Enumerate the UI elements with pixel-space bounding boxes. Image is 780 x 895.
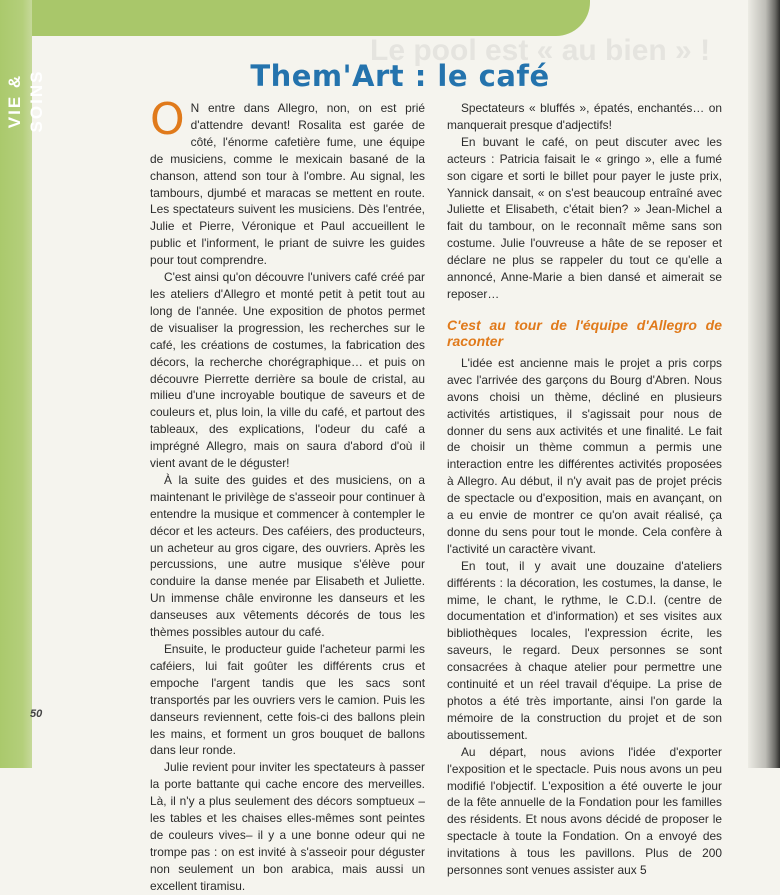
paragraph: En tout, il y avait une douzaine d'ateliers différents : la décoration, les costumes, la danse, le mime, le chant, le rythme, le C.D.I. (centre de documentation et d'information) et ses visites aux bibliothèques locales, l'expression écrite, les saveurs, le regard. Deux personnes se sont consacrées à chaque atelier pour permettre une continuité et un réel travail d'équipe. La prise de photos a été très importante, ainsi l'on garde la mémoire de la construction du projet et de son aboutissement. [447, 558, 722, 742]
article-column-left [150, 94, 425, 895]
bleed-through-text: Le pool est « au bien » ! [370, 34, 711, 67]
paragraph: O N entre dans Allegro, non, on est prié d'attendre devant! Rosalita est garée de côté, l'énorme cafetière fume, une équipe de musiciens, comme le mexicain basané de la chanson, attend son tour à l'ombre. Au signal, les tambours, djumbé et maracas se mettent en route. Les spectateurs suivent les musiciens. Dès l'entrée, Julie et Pierre, Véronique et Paul accueillent le public et l'informent, le priant de suivre les guides pour tout comprendre. [150, 94, 425, 268]
paragraph: C'est ainsi qu'on découvre l'univers café créé par les ateliers d'Allegro et monté petit à petit tout au long de l'année. Une exposition de photos permet de visualiser la progression, les recherches sur le café, les créations de costumes, la fabrication des décors, la recherche chorégraphique… et puis on découvre Pierrette derrière sa boule de cristal, au milieu d'une incroyable boutique de saveurs et de couleurs et, plus loin, la ville du café, et partout des tableaux, des explications, l'odeur du café a imprégné Allegro, mais on saura d'abord d'où il vient avant de le déguster! [150, 270, 425, 471]
drop-cap: O [150, 94, 185, 145]
paragraph: En buvant le café, on peut discuter avec les acteurs : Patricia faisait le « gringo », elle a fumé son cigare et sorti le billet pour payer le juste prix, Yannick dansait, « on s'est beaucoup entraîné avec Juliette et Elisabeth, c'était bien? » Jean-Michel a fait du tambour, on le reconnaît même sans son costume. Julie l'ouvreuse a hâte de se reposer et déclare ne plus se rappeler du tout ce qu'elle a annoncé, Anne-Marie a bien dansé et aimerait se reposer… [447, 134, 722, 301]
page-number: 50 [30, 708, 43, 720]
section-subheading: C'est au tour de l'équipe d'Allegro de raconter [447, 316, 722, 349]
article-column-right [447, 100, 722, 879]
paragraph: Julie revient pour inviter les spectateurs à passer la porte battante qui cache encore des merveilles. Là, il n'y a plus seulement des décors somptueux –les tables et les chaises elles-mêmes sont peintes de couleurs vives– il y a une bonne odeur qui ne trompe pas : on est invité à s'asseoir pour déguster non seulement un bon arabica, mais aussi un excellent tiramisu. [150, 760, 425, 893]
page-gutter [748, 0, 780, 768]
paragraph: Spectateurs « bluffés », épatés, enchantés… on manquerait presque d'adjectifs! [447, 101, 722, 132]
header-band [0, 0, 590, 36]
paragraph: Au départ, nous avions l'idée d'exporter l'exposition et le spectacle. Puis nous avons un peu modifié l'objectif. L'exposition a été ouverte le jour de la fête annuelle de la Fondation pour les familles des résidents. Et nous avons décidé de proposer le spectacle à toute la Fondation. On a envoyé des invitations à tous les pavillons. Plus de 200 personnes sont venues assister aux 5 [447, 744, 722, 878]
section-label: VIE & SOINS [5, 69, 46, 133]
paragraph: Ensuite, le producteur guide l'acheteur parmi les caféiers, lui fait goûter les différents crus et empoche l'argent tandis que les sacs sont transportés par les ouvriers vers le camion. Puis les danseurs reviennent, cette fois-ci des ballons plein les mains, et forment un gros bouquet de ballons dans leur ronde. [150, 642, 425, 758]
paragraph: L'idée est ancienne mais le projet a pris corps avec l'arrivée des garçons du Bourg d'Abren. Nous avons choisi un thème, décliné en plusieurs activités artistiques, il s'agissait pour nous de donner du sens aux activités et une finalité. Le fait de choisir un thème commun a permis une interaction entre les différentes activités proposées à Allegro. Au début, il n'y avait pas de projet précis de spectacle ou d'exposition, mais en avançant, on a eu envie de montrer ce qu'on avait réalisé, ça donne du sens pour tout le monde. Cela confère à l'activité un caractère vivant. [447, 355, 722, 556]
paragraph: À la suite des guides et des musiciens, on a maintenant le privilège de s'asseoir pour continuer à entendre la musique et commencer à contempler le décor et les acteurs. Des caféiers, des producteurs, un acheteur au gros cigare, des ouvriers. Après les percussions, une autre musique s'élève pour conduire la danse menée par Elisabeth et Juliette. Un immense châle environne les danseurs et les danseuses aux vêtements décorés de tous les thèmes possibles autour du café. [150, 472, 425, 640]
article-title: Them'Art : le café [250, 59, 550, 94]
